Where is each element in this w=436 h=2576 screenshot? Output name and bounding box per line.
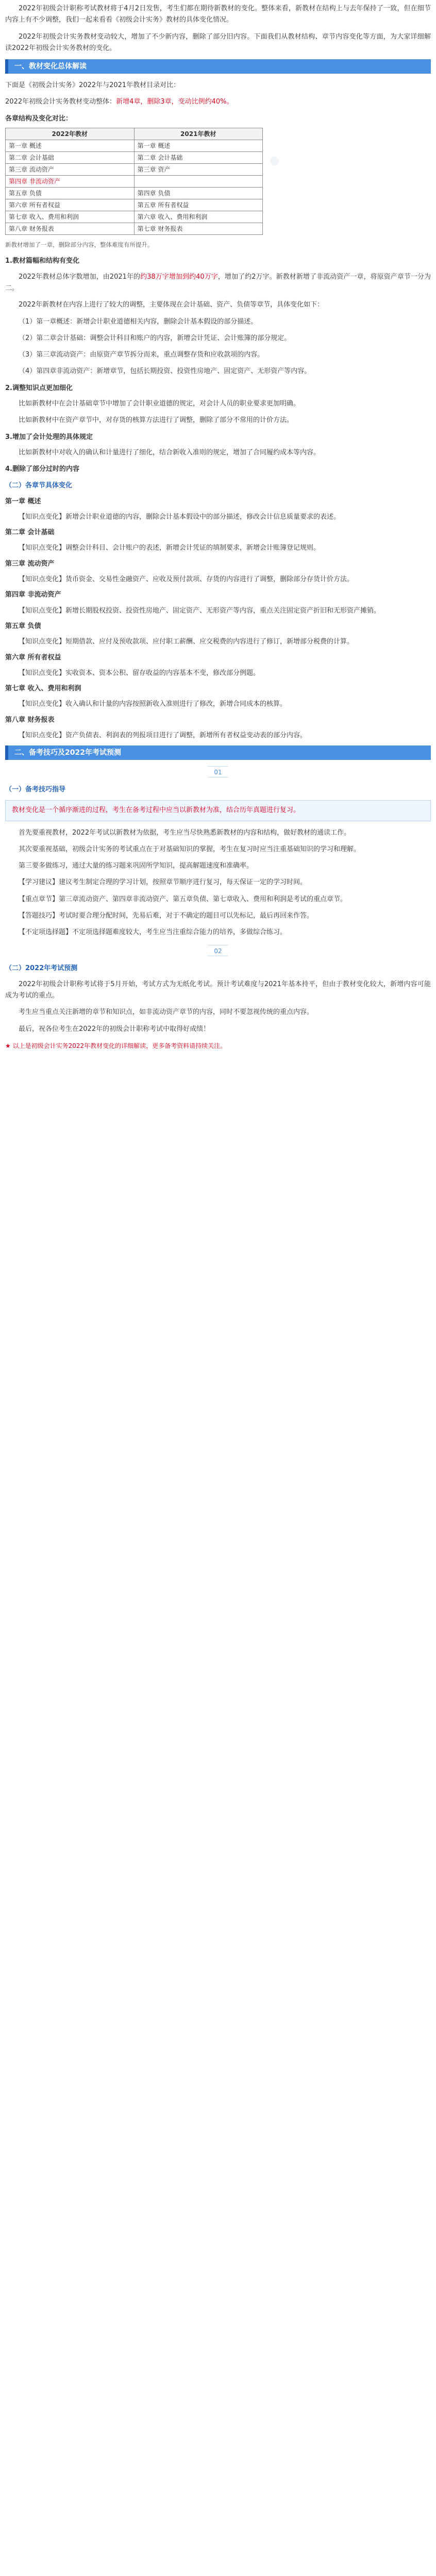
chapter-body: 【知识点变化】新增会计职业道德的内容，删除会计基本假设中的部分描述，修改会计信息质量要求的表述。 [19,513,341,521]
chapter-title: 第六章 所有者权益 [5,653,61,662]
cell-new: 第三章 流动资产 [6,164,135,176]
table-row [6,211,263,223]
page-number-1: 01 [208,766,228,777]
table-note: 新教材增加了一章，删除部分内容，整体难度有所提升。 [5,241,154,249]
overall-prefix: 2022年初级会计实务教材变动整体： [5,98,116,106]
change-paragraph-3: （1）第一章概述：新增会计职业道德相关内容，删除会计基本假设的部分描述。 [19,317,258,326]
chapter-body: 【知识点变化】货币资金、交易性金融资产、应收及预付款项、存货的内容进行了调整，删除部分存货计价方法。 [19,575,354,584]
forecast-paragraph-1: 2022年初级会计职称考试将于5月开始，考试方式为无纸化考试。预计考试难度与2021年基本持平，但由于教材变化较大，新增内容可能成为考试的重点。 [5,980,431,999]
detail-title-4: 4.删除了部分过时的内容 [5,465,79,473]
change-p1-prefix: 2022年教材总体字数增加，由2021年的 [19,273,141,281]
table-row [6,152,263,164]
change-paragraph-2: 2022年新教材在内容上进行了较大的调整，主要体现在会计基础、资产、负债等章节，具体变化如下： [19,301,324,309]
section1-intro: 下面是《初级会计实务》2022年与2021年教材目录对比： [5,81,180,90]
change-paragraph-4: （2）第二章会计基础：调整会计科目和账户的内容，新增会计凭证、会计账簿的部分规定。 [19,334,291,342]
cell-old: 第一章 概述 [134,140,263,152]
table-row [6,199,263,211]
page-number-2: 02 [208,945,228,956]
cell-old: 第六章 收入、费用和利润 [134,211,263,223]
forecast-sub-title: （二）2022年考试预测 [5,964,78,972]
footer-note: ★ 以上是初级会计实务2022年教材变化的详细解读，更多备考资料请持续关注。 [5,1042,227,1049]
chapter-title: 第三章 流动资产 [5,560,55,568]
table-row [6,223,263,235]
cell-new: 第七章 收入、费用和利润 [6,211,135,223]
cell-new: 第六章 所有者权益 [6,199,135,211]
cell-old: 第五章 所有者权益 [134,199,263,211]
change-p1-suffix: ，增加了约2万字。新教材新增了非流动资产一章，将原资产章节一分为二。 [5,273,431,292]
chapter-title: 第七章 收入、费用和利润 [5,685,81,693]
intro-paragraph-1: 2022年初级会计职称考试教材将于4月2日发售，考生们都在期待新教材的变化。整体来看，新教材在结构上与去年保持了一致，但在细节内容上有不少调整，我们一起来看看《初级会计实务》教材的具体变化情况。 [5,5,431,24]
chapter-body: 【知识点变化】实收资本、资本公积、留存收益的内容基本不变，修改部分例题。 [19,669,260,677]
detail-paragraph-1: 比如新教材中在会计基础章节中增加了会计职业道德的规定，对会计人员的职业要求更加明确。 [19,400,300,408]
tips-paragraph-2: 其次要重视基础，初级会计实务的考试重点在于对基础知识的掌握，考生在复习时应当注重基础知识的学习和理解。 [19,845,361,853]
chapter-list [5,496,431,742]
section-title-2: 二、备考技巧及2022年考试预测 [5,745,431,760]
tip-box-text: 教材变化是一个循序渐进的过程，考生在备考过程中应当以新教材为准，结合历年真题进行复习。 [12,806,300,815]
chapter-title: 第一章 概述 [5,497,41,505]
change-p1-highlight: 约38万字增加到约40万字 [140,273,218,281]
chapter-title: 第四章 非流动资产 [5,591,61,599]
tips-sub-title: （一）备考技巧指导 [5,786,66,794]
section1-overall [5,96,431,108]
col-2021: 2021年教材 [134,128,263,140]
chapter-body: 【知识点变化】调整会计科目、会计账户的表述，新增会计凭证的填制要求，新增会计账簿登记规则。 [19,544,321,552]
forecast-paragraph-3: 最后，祝各位考生在2022年的初级会计职称考试中取得好成绩！ [19,1025,210,1033]
tips-paragraph-6: 【答题技巧】考试时要合理分配时间，先易后难，对于不确定的题目可以先标记，最后再回来作答。 [19,912,314,920]
cell-new: 第二章 会计基础 [6,152,135,164]
change-title-1: 1.教材篇幅和结构有变化 [5,257,79,265]
cell-old: 第二章 会计基础 [134,152,263,164]
tips-paragraph-3: 第三要多做练习，通过大量的练习题来巩固所学知识，提高解题速度和准确率。 [19,862,254,870]
tips-paragraph-7: 【不定项选择题】不定项选择题难度较大，考生应当注重综合能力的培养，多做综合练习。 [19,928,287,937]
table-row [6,176,263,188]
article-page [0,0,436,1067]
tips-paragraph-1: 首先要重视教材，2022年考试以新教材为依据，考生应当尽快熟悉新教材的内容和结构，做好教材的通读工作。 [19,828,351,837]
chapter-title: 第八章 财务报表 [5,716,55,724]
tips-paragraph-5: 【重点章节】第三章流动资产、第四章非流动资产、第五章负债、第七章收入、费用和利润是考试的重点章节。 [19,895,347,903]
change-paragraph-5: （3）第三章流动资产：由原资产章节拆分而来，重点调整存货和应收款项的内容。 [19,351,264,359]
table-title: 各章结构及变化对比： [5,114,73,123]
forecast-paragraph-2: 考生应当重点关注新增的章节和知识点，如非流动资产章节的内容，同时不要忽视传统的重点内容。 [19,1008,314,1016]
table-row [6,164,263,176]
chapter-body: 【知识点变化】资产负债表、利润表的列报项目进行了调整，新增所有者权益变动表的部分内容。 [19,731,307,739]
cell-new: 第五章 负债 [6,188,135,199]
table-row [6,188,263,199]
detail-paragraph-3: 比如新教材中对收入的确认和计量进行了细化，结合新收入准则的规定，增加了合同履约成本等内容。 [19,448,321,456]
table-row [6,140,263,152]
change-paragraph-1 [5,272,431,295]
chapter-body: 【知识点变化】收入确认和计量的内容按照新收入准则进行了修改，新增合同成本的核算。 [19,700,287,708]
cell-old: 第三章 资产 [134,164,263,176]
col-2022: 2022年教材 [6,128,135,140]
chapter-title: 第二章 会计基础 [5,529,55,537]
cell-old: 第四章 负债 [134,188,263,199]
cell-old [134,176,263,188]
watermark: ● [263,147,285,174]
cell-new: 第一章 概述 [6,140,135,152]
cell-new: 第四章 非流动资产 [6,176,135,188]
intro-paragraph-2: 2022年初级会计实务教材变动较大，增加了不少新内容，删除了部分旧内容。下面我们从教材结构、章节内容变化等方面，为大家详细解读2022年初级会计实务教材的变化。 [5,32,431,52]
detail-title-3: 3.增加了会计处理的具体规定 [5,433,93,441]
overall-highlight: 新增4章，删除3章，变动比例约40%。 [116,98,233,106]
detail-title-2: 2.调整知识点更加细化 [5,384,73,392]
cell-new: 第八章 财务报表 [6,223,135,235]
section-title-1: 一、教材变化总体解读 [5,59,431,74]
tip-box [5,800,431,821]
cell-old: 第七章 财务报表 [134,223,263,235]
change-paragraph-6: （4）第四章非流动资产：新增章节，包括长期投资、投资性房地产、固定资产、无形资产等内容。 [19,367,311,376]
chapter-compare-table [5,128,263,235]
chapters-sub-title: （二）各章节具体变化 [5,481,73,489]
table-header-row [6,128,263,140]
chapter-title: 第五章 负债 [5,622,41,630]
detail-paragraph-2: 比如新教材中在资产章节中，对存货的核算方法进行了调整，删除了部分不常用的计价方法。 [19,416,294,425]
chapter-body: 【知识点变化】新增长期股权投资、投资性房地产、固定资产、无形资产等内容，重点关注固定资产折旧和无形资产摊销。 [19,606,381,615]
tips-paragraph-4: 【学习建议】建议考生制定合理的学习计划，按照章节顺序进行复习，每天保证一定的学习时间。 [19,878,307,887]
chapter-body: 【知识点变化】短期借款、应付及预收款项、应付职工薪酬、应交税费的内容进行了修订，新增部分税费的计算。 [19,638,354,646]
